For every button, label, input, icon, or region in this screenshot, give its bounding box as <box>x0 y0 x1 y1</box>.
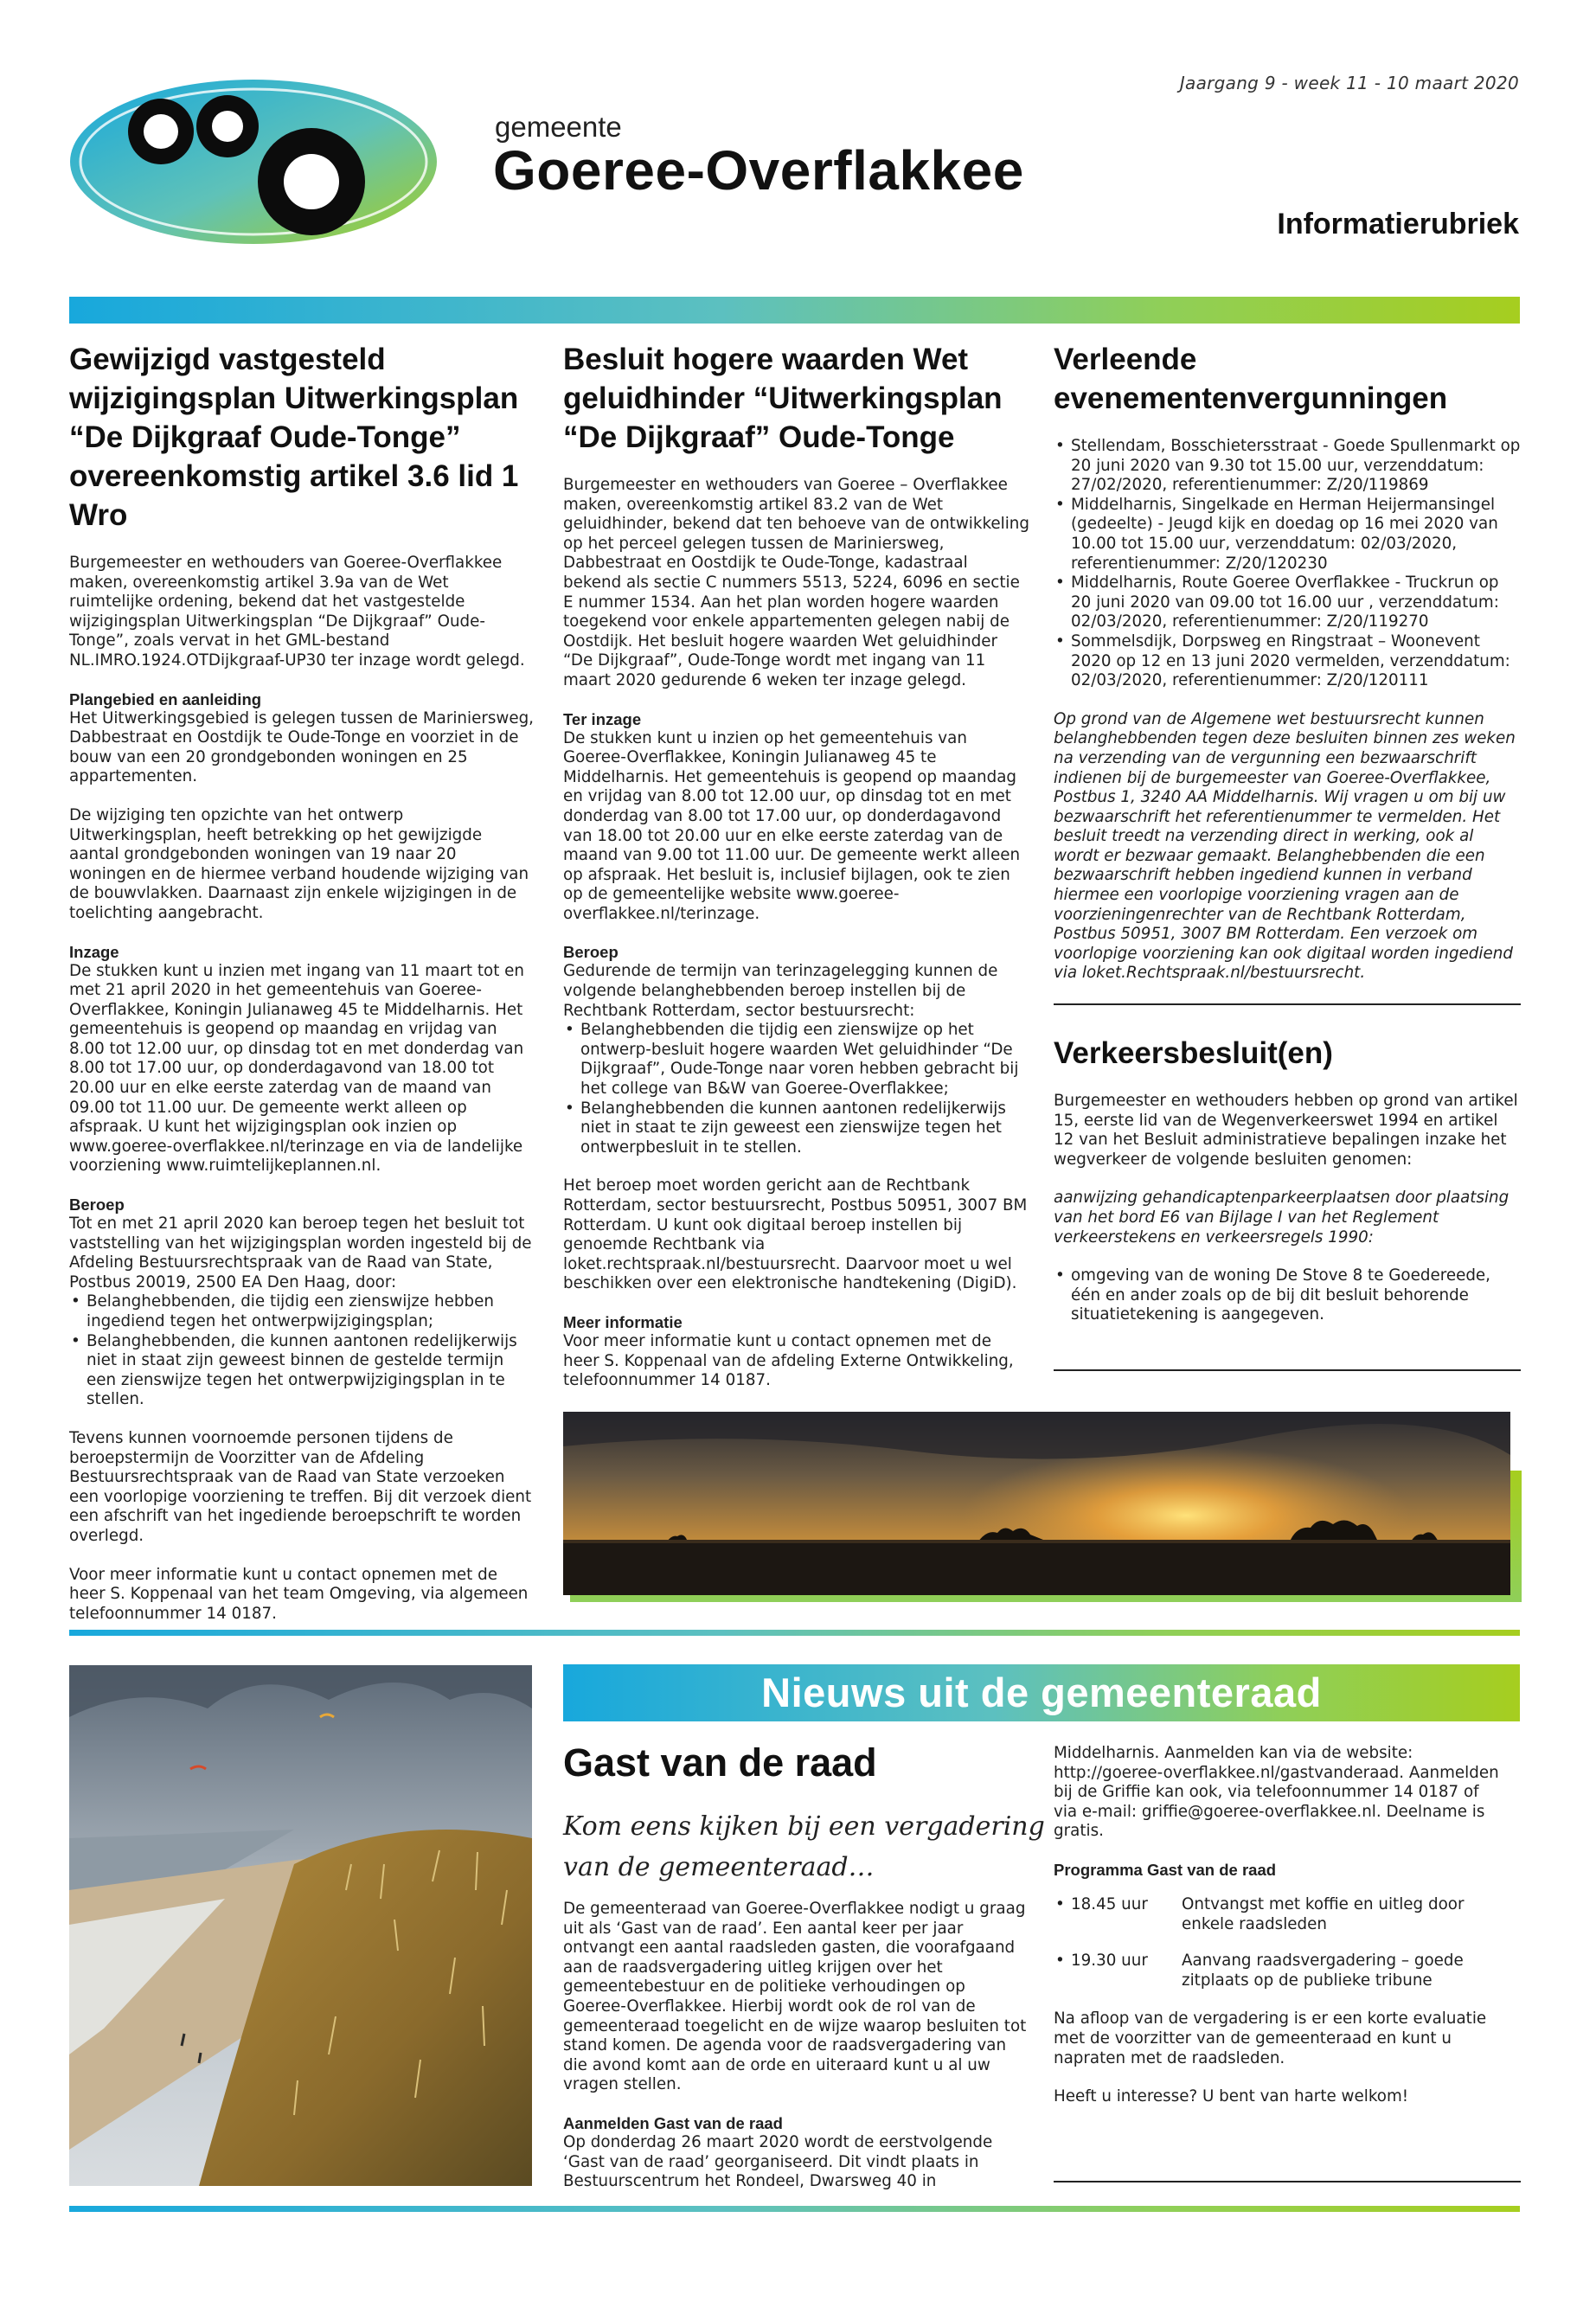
list-item: • omgeving van de woning De Stove 8 te Goedereede, één en ander zoals op de bij dit besluit behorende situatietekening is aangegeven. <box>1054 1266 1521 1325</box>
raad-aanmelden-heading: Aanmelden Gast van de raad <box>563 2113 783 2132</box>
col3-title: Verleende evenementenvergunningen <box>1054 343 1448 415</box>
programma-item <box>1054 1895 1503 1934</box>
col2-beroep-list <box>563 1021 1030 1157</box>
gemeente-label: gemeente <box>495 111 622 143</box>
list-item: • Belanghebbenden die tijdig een zienswijze op het ontwerp-besluit hogere waarden Wet geluidhinder “De Dijkgraaf”, Oude-Tonge naar voren hebben gebracht bij het college van B&W van Goeree-Overflakkee; <box>563 1021 1030 1099</box>
col2-beroep-heading: Beroep <box>563 943 619 962</box>
col3-divider <box>1054 1003 1521 1005</box>
programma-text: Aanvang raadsvergadering – goede zitplaats op de publieke tribune <box>1182 1952 1464 1990</box>
list-item: • Sommelsdijk, Dorpsweg en Ringstraat – Woonevent 2020 op 12 en 13 juni 2020 vermelden, verzenddatum: 02/03/2020, referentienummer: Z/20/120111 <box>1054 632 1521 691</box>
col2-inzage-text: De stukken kunt u inzien op het gemeentehuis van Goeree-Overflakkee, Koningin Julianaweg 45 te Middelharnis. Het gemeentehuis is geopend op maandag en vrijdag van 8.00 tot 12.00 uur, op dinsdag tot en met donderdag van 8.00 tot 17.00 uur, op donderdagavond van 18.00 tot 20.00 uur en elke eerste zaterdag van de maand van 9.00 tot 11.00 uur. De gemeente werkt alleen op afspraak. Het besluit is, inclusief bijlagen, ook te zien op de gemeentelijke website www.goeree-overflakkee.nl/terinzage. <box>563 728 1021 923</box>
col2-meer-text: Voor meer informatie kunt u contact opnemen met de heer S. Koppenaal van de afdeling Externe Ontwikkeling, telefoonnummer 14 0187. <box>563 1331 1014 1390</box>
col2-article <box>563 340 1030 1410</box>
col3-verkeer-list <box>1054 1266 1521 1325</box>
col1-plan-heading: Plangebied en aanleiding <box>69 689 262 708</box>
col1-article <box>69 340 536 1643</box>
programma-time: • 18.45 uur <box>1071 1894 1148 1913</box>
col1-tevens-text: Tevens kunnen voornoemde personen tijdens de beroepstermijn de Voorzitter van de Afdeling Bestuursrechtspraak van de Raad van State verzoeken een voorlopige voorziening te treffen. Bij dit verzoek dient een afschrift van het ingediende beroepschrift te worden overlegd. <box>69 1428 532 1545</box>
col2-beroep-text: Gedurende de termijn van terinzagelegging kunnen de volgende belanghebbenden beroep instellen bij de Rechtbank Rotterdam, sector bestuursrecht: <box>563 962 998 1020</box>
logo <box>67 71 448 253</box>
raad-welkom-text: Heeft u interesse? U bent van harte welkom! <box>1054 2087 1409 2106</box>
middle-color-band <box>69 1630 1520 1636</box>
programma-time: • 19.30 uur <box>1071 1952 1148 1971</box>
col2-inzage-heading: Ter inzage <box>563 709 642 728</box>
list-item: • Middelharnis, Singelkade en Herman Heijermansingel (gedeelte) - Jeugd kijk en doedag op 16 mei 2020 van 10.00 tot 15.00 uur, verzenddatum: 02/03/2020, referentienummer: Z/20/120230 <box>1054 496 1521 574</box>
col2-intro: Burgemeester en wethouders van Goeree – Overflakkee maken, overeenkomstig artikel 83.2 van de Wet geluidhinder, bekend dat ten behoeve van de ontwikkeling op het perceel gelegen tussen de Mariniersweg, Dabbestraat en Oostdijk te Oude-Tonge, kadastraal bekend als sectie C nummers 5513, 5224, 6096 en sectie E nummer 1534. Aan het plan worden hogere waarden toegekend voor enkele appartementen gelegen nabij de Oostdijk. Het besluit hogere waarden Wet geluidhinder “De Dijkgraaf”, Oude-Tonge wordt met ingang van 11 maart 2020 gedurende 6 weken ter inzage gelegd. <box>563 476 1029 689</box>
list-item: • Belanghebbenden, die tijdig een zienswijze hebben ingediend tegen het ontwerpwijzigingsplan; <box>69 1292 536 1331</box>
col1-plan-text: Het Uitwerkingsgebied is gelegen tussen de Mariniersweg, Dabbestraat en Oostdijk te Oude-Tonge en voorziet in de bouw van een 20 grondgebonden woningen en 25 appartementen. <box>69 708 534 786</box>
gemeente-name: Goeree-Overflakkee <box>493 139 1024 202</box>
raad-divider-bottom <box>1054 2181 1521 2182</box>
raad-afloop-text: Na afloop van de vergadering is er een korte evaluatie met de voorzitter van de gemeenteraad en kunt u napraten met de raadsleden. <box>1054 2009 1487 2067</box>
raad-programma-heading: Programma Gast van de raad <box>1054 1860 1277 1879</box>
bottom-color-band <box>69 2206 1520 2212</box>
col1-inzage-heading: Inzage <box>69 942 119 961</box>
list-item: • Belanghebbenden die kunnen aantonen redelijkerwijs niet in staat te zijn geweest een zienswijze tegen het ontwerpbesluit in te stellen. <box>563 1099 1030 1158</box>
programma-text: Ontvangst met koffie en uitleg door enkele raadsleden <box>1182 1894 1465 1933</box>
raad-intro: De gemeenteraad van Goeree-Overflakkee nodigt u graag uit als ‘Gast van de raad’. Een aantal keer per jaar ontvangt een aantal raadsleden gasten, die voorafgaand aan de raadsvergadering uitleg krijgen over het gemeentebestuur en de politieke verhoudingen op Goeree-Overflakkee. Hierbij wordt ook de rol van de gemeenteraad toegelicht en de wijze waarop besluiten tot stand komen. De agenda voor de raadsvergadering van die avond komt aan de orde en uiteraard kunt u al uw vragen stellen. <box>563 1900 1027 2094</box>
nieuws-banner: Nieuws uit de gemeenteraad <box>563 1664 1520 1721</box>
col1-wijziging-text: De wijziging ten opzichte van het ontwerp Uitwerkingsplan, heeft betrekking op het gewijzigde aantal grondgebonden woningen van 19 naar 20 woningen en de hiermee verband houdende wijziging van de bouwvlakken. Daarnaast zijn enkele wijzigingen in de toelichting aangebracht. <box>69 805 529 922</box>
raad-programma-list <box>1054 1895 1503 1990</box>
col1-beroep-heading: Beroep <box>69 1195 125 1215</box>
col2-beroep-text2: Het beroep moet worden gericht aan de Rechtbank Rotterdam, sector bestuursrecht, Postbus 50951, 3007 BM Rotterdam. U kunt ook digitaal beroep instellen bij genoemde Rechtbank via loket.rechtspraak.nl/bestuursrecht. Daarvoor moet u wel beschikken over een elektronische handtekening (DigiD). <box>563 1176 1028 1293</box>
raad-right-text: Middelharnis. Aanmelden kan via de website: http://goeree-overflakkee.nl/gastvanderaad. Aanmelden bij de Griffie kan ook, via telefoonnummer 14 0187 of via e-mail: griffie@goeree-overflakkee.nl. Deelname is gratis. <box>1054 1744 1499 1841</box>
col1-intro: Burgemeester en wethouders van Goeree-Overflakkee maken, overeenkomstig artikel 3.9a van de Wet ruimtelijke ordening, bekend dat het vastgestelde wijzigingsplan Uitwerkingsplan “De Dijkgraaf” Oude-Tonge”, zoals vervat in het GML-bestand NL.IMRO.1924.OTDijkgraaf-UP30 ter inzage wordt gelegd. <box>69 554 525 670</box>
col3-bezwaar-text: Op grond van de Algemene wet bestuursrecht kunnen belanghebbenden tegen deze besluiten binnen zes weken na verzending van de vergunning een bezwaarschrift indienen bij de burgemeester van Goeree-Overflakkee, Postbus 1, 3240 AA Middelharnis. Wij vragen u om bij uw bezwaarschrift het referentienummer te vermelden. Het besluit treedt na verzending direct in werking, ook al wordt er bezwaar gemaakt. Belanghebbenden die een bezwaarschrift hebben ingediend kunnen in verband hiermee een voorlopige voorziening vragen aan de voorzieningenrechter van de Rechtbank Rotterdam, Postbus 50951, 3007 BM Rotterdam. Een verzoek om voorlopige voorziening kan ook digitaal worden ingediend via loket.Rechtspraak.nl/bestuursrecht. <box>1054 709 1516 983</box>
col3-verkeer-text: Burgemeester en wethouders hebben op grond van artikel 15, eerste lid van de Wegenverkeerswet 1994 en artikel 12 van het Besluit administratieve bepalingen inzake het wegverkeer de volgende besluiten genomen: <box>1054 1092 1518 1169</box>
beach-photo <box>69 1665 532 2186</box>
gast-subtitle: Kom eens kijken bij een vergadering van de gemeenteraad… <box>563 1811 1045 1882</box>
col3-divider-bottom <box>1054 1369 1521 1371</box>
raad-aanmelden-text: Op donderdag 26 maart 2020 wordt de eerstvolgende ‘Gast van de raad’ georganiseerd. Dit vindt plaats in Bestuurscentrum het Rondeel, Dwarsweg 40 in <box>563 2132 993 2191</box>
rubriek-title: Informatierubriek <box>1277 208 1519 240</box>
programma-item <box>1054 1952 1503 1990</box>
gast-title: Gast van de raad <box>563 1740 877 1785</box>
sunset-photo <box>563 1412 1510 1595</box>
list-item: • Middelharnis, Route Goeree Overflakkee - Truckrun op 20 juni 2020 van 09.00 tot 16.00 uur , verzenddatum: 02/03/2020, referentienummer: Z/20/119270 <box>1054 574 1521 632</box>
list-item: • Belanghebbenden, die kunnen aantonen redelijkerwijs niet in staat zijn geweest binnen de gestelde termijn een zienswijze tegen het ontwerpwijzigingsplan in te stellen. <box>69 1332 536 1410</box>
col2-title: Besluit hogere waarden Wet geluidhinder “Uitwerkingsplan “De Dijkgraaf” Oude-Tonge <box>563 343 1003 454</box>
col3-article <box>1054 340 1521 1003</box>
col1-meer-text: Voor meer informatie kunt u contact opnemen met de heer S. Koppenaal van het team Omgeving, via algemeen telefoonnummer 14 0187. <box>69 1565 529 1623</box>
col1-beroep-list <box>69 1292 536 1410</box>
raad-left-col <box>563 1900 1030 2211</box>
col1-title: Gewijzigd vastgesteld wijzigingsplan Uitwerkingsplan “De Dijkgraaf Oude-Tonge” overeenkomstig artikel 3.6 lid 1 Wro <box>69 343 519 532</box>
col2-meer-heading: Meer informatie <box>563 1312 683 1331</box>
top-color-band <box>69 297 1520 324</box>
col3-verkeer <box>1054 1034 1521 1344</box>
col3-vergunning-list <box>1054 437 1521 691</box>
col1-beroep-text: Tot en met 21 april 2020 kan beroep tegen het besluit tot vaststelling van het wijzigingsplan worden ingesteld bij de Afdeling Bestuursrechtspraak van de Raad van State, Postbus 20019, 2500 EA Den Haag, door: <box>69 1215 532 1292</box>
list-item: • Stellendam, Bosschietersstraat - Goede Spullenmarkt op 20 juni 2020 van 9.30 tot 15.00 uur, verzenddatum: 27/02/2020, referentienummer: Z/20/119869 <box>1054 437 1521 496</box>
col3-verkeer-title: Verkeersbesluit(en) <box>1054 1036 1333 1070</box>
col1-inzage-text: De stukken kunt u inzien met ingang van 11 maart tot en met 21 april 2020 in het gemeentehuis van Goeree-Overflakkee, Koningin Julianaweg 45 te Middelharnis. Het gemeentehuis is geopend op maandag en vrijdag van 8.00 tot 12.00 uur, op dinsdag tot en met donderdag van 8.00 tot 17.00 uur, op donderdagavond van 18.00 tot 20.00 uur en elke eerste zaterdag van de maand van 09.00 tot 11.00 uur. De gemeente werkt alleen op afspraak. U kunt het wijzigingsplan ook inzien op www.goeree-overflakkee.nl/terinzage en via de landelijke voorziening www.ruimtelijkeplannen.nl. <box>69 961 525 1176</box>
publication-line: Jaargang 9 - week 11 - 10 maart 2020 <box>1179 73 1519 93</box>
raad-right-col <box>1054 1744 1503 2126</box>
col3-verkeer-italic: aanwijzing gehandicaptenparkeerplaatsen door plaatsing van het bord E6 van Bijlage I van het Reglement verkeerstekens en verkeersregels 1990: <box>1054 1189 1509 1247</box>
